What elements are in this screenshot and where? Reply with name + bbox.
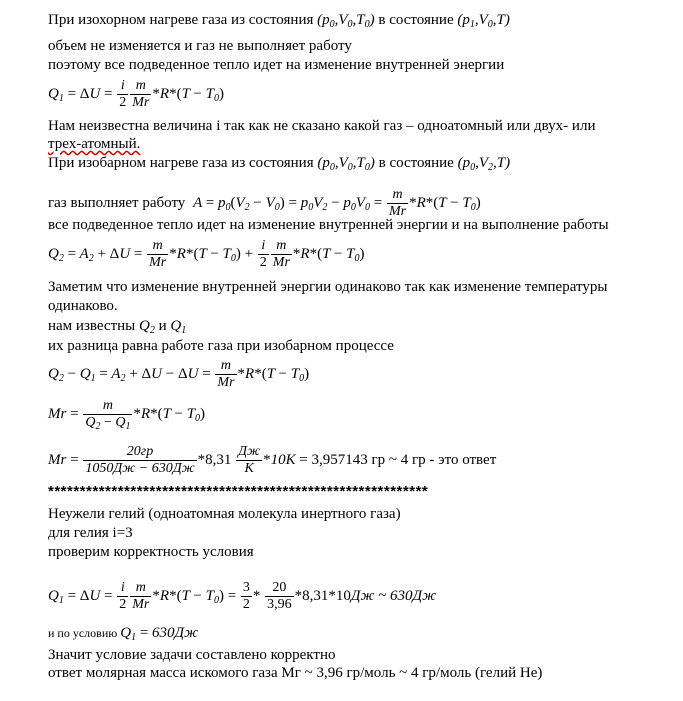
text-line-17: Значит условие задачи составлено корректно: [48, 647, 336, 663]
equation-q2: $Q_2 = A_2 + \Delta U$ = m Мr $*R*(T - T_0)$ + $\frac{i}{2}$ m Мr $*R*(T - T_0)$: [48, 238, 365, 270]
text-line-3: поэтому все подведенное тепло идет на изменение внутренней энергии: [48, 57, 505, 73]
text-line-11: нам известны $Q_2$ и $Q_1$: [48, 318, 187, 336]
text-line-7: газ выполняет работу $A = p_0(V_2 - V_0) = p_0V_2 - p_0V_0$ = m Мr $*R*(T - T_0)$: [48, 187, 481, 219]
text-line-2: объем не изменяется и газ не выполняет работу: [48, 38, 352, 54]
text-line-1: [48, 11, 510, 29]
text-line-5: трех-атомный.: [48, 136, 141, 152]
text-line-8: все подведенное тепло идет на изменение внутренней энергии и на выполнение работы: [48, 217, 609, 233]
text-line-13: Неужели гелий (одноатомная молекула инертного газа): [48, 506, 401, 522]
state-final: $(p_1,V_0,T)$: [457, 12, 510, 30]
equation-difference: $Q_2 - Q_1 = A_2 + \Delta U - \Delta U$ = m Мr $*R*(T - T_0)$: [48, 358, 310, 390]
text-line-18: ответ молярная масса искомого газа Мг ~ 3,96 гр/моль ~ 4 гр/моль (гелий Не): [48, 665, 543, 681]
text-line-10: одинаково.: [48, 298, 118, 314]
state-initial-2: $(p_0,V_0,T_0)$: [317, 155, 375, 173]
equation-work: $A = p_0(V_2 - V_0) = p_0V_2 - p_0V_0$ = m Мr $*R*(T - T_0)$: [193, 187, 481, 219]
result-text: = 3,957143 гр ~ 4 гр - это ответ: [299, 451, 497, 468]
text-line-14: для гелия i=3: [48, 525, 133, 541]
text-line-16: и по условию $Q_1 = 630Дж$: [48, 625, 199, 643]
text-line-9: Заметим что изменение внутренней энергии одинаково так как изменение температуры: [48, 279, 608, 295]
state-final-2: $(p_0,V_2,T)$: [457, 155, 511, 173]
text-to-state: в состояние: [374, 12, 458, 28]
separator-stars: ************************************************************: [48, 483, 429, 500]
text-isochoric-intro: При изохорном нагреве газа из состояния: [48, 12, 314, 28]
equation-molar-mass: Мr = $\frac{m}{Q_2 - Q_1}$ $*R*(T - T_0)$: [48, 398, 206, 432]
equation-q1-check: $Q_1 = \Delta U$ = $\frac{i}{2}$ m Мr $*R*(T - T_0)$ = $\frac{3}{2}$ * $\frac{20}{3,96}$ *8,31*10Дж ~ 630Дж: [48, 580, 437, 612]
text-line-15: проверим корректность условия: [48, 544, 254, 560]
equation-q1: $Q_1 = \Delta U$ = $\frac{i}{2}$ m Мr $*R*(T - T_0)$: [48, 78, 224, 110]
text-line-6: При изобарном нагреве газа из состояния $(p_0,V_0,T_0)$ в состояние $(p_0,V_2,T)$: [48, 155, 511, 173]
equation-molar-mass-numeric: Мr = 20гр 1050Дж − 630Дж *8,31 Дж К *10К = 3,957143 гр ~ 4 гр - это ответ: [48, 444, 497, 476]
text-isobaric-intro: При изобарном нагреве газа из состояния: [48, 155, 314, 171]
text-line-12: их разница равна работе газа при изобарном процессе: [48, 338, 394, 354]
state-initial: $(p_0,V_0,T_0)$: [317, 12, 375, 30]
text-line-4: Нам неизвестна величина i так как не сказано какой газ – одноатомный или двух- или: [48, 118, 596, 134]
